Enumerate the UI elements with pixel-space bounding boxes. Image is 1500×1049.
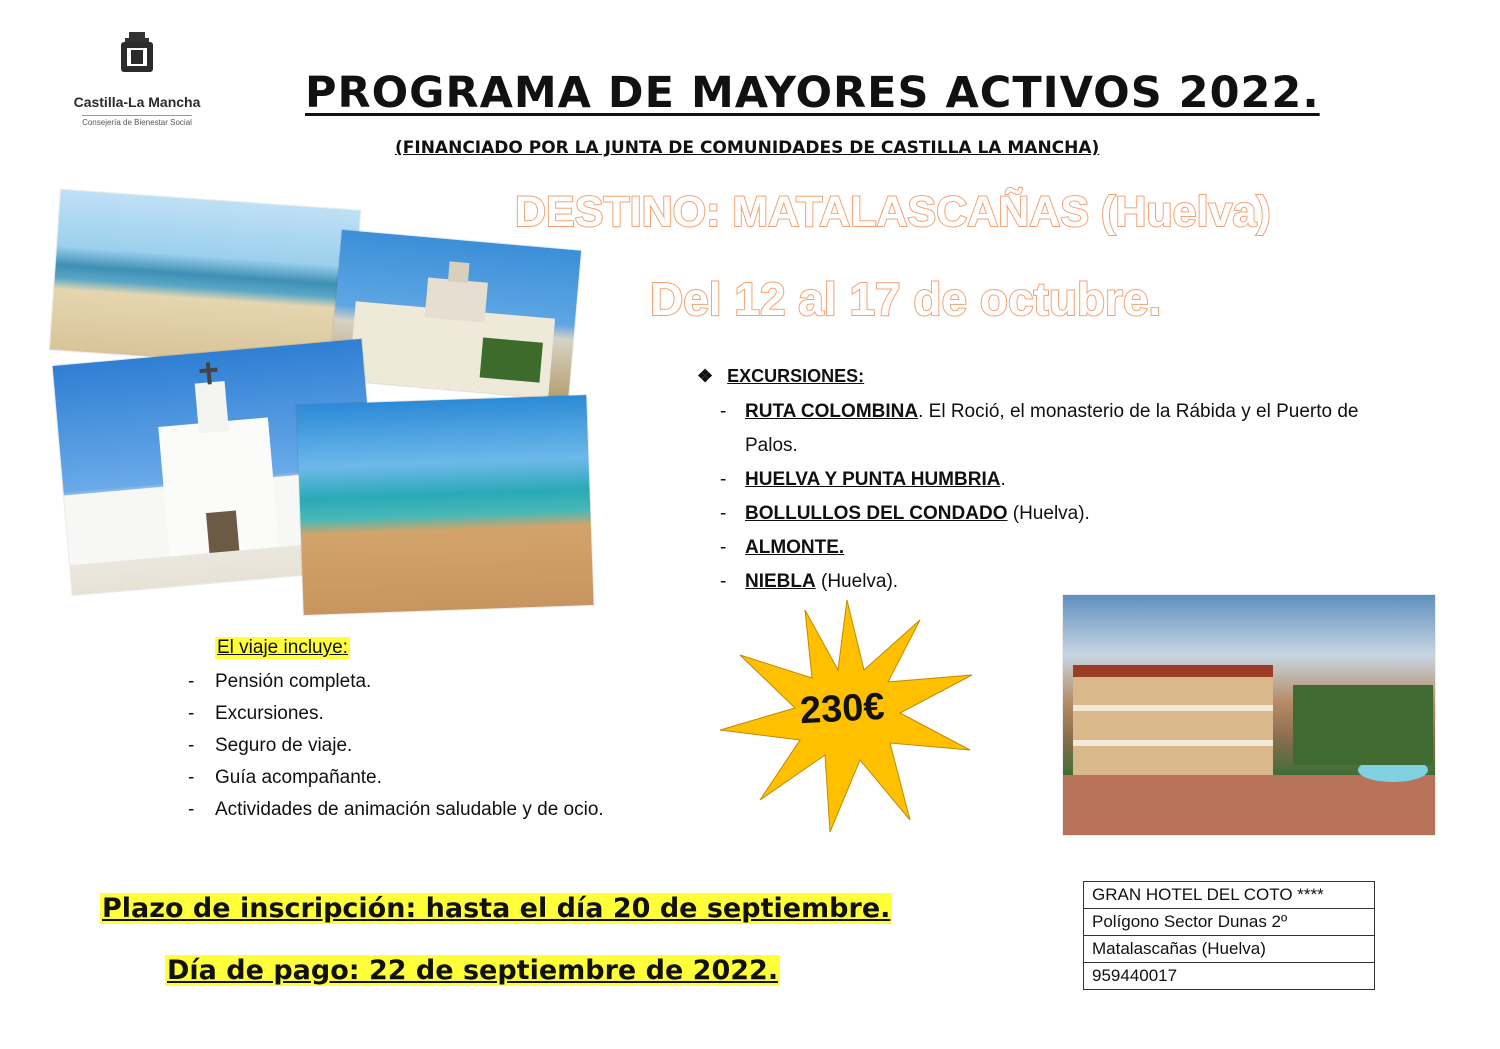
list-item: - Seguro de viaje.	[188, 735, 353, 756]
hotel-name: GRAN HOTEL DEL COTO ****	[1084, 882, 1375, 909]
hotel-address: Polígono Sector Dunas 2º	[1084, 909, 1375, 936]
list-item: - Guía acompañante.	[188, 767, 382, 788]
excursions-list	[720, 395, 1380, 599]
monastery-illustration	[329, 230, 581, 400]
payment-date: Día de pago: 22 de septiembre de 2022.	[167, 955, 779, 986]
list-item: - Pensión completa.	[188, 671, 372, 692]
logo-name: Castilla-La Mancha	[73, 94, 201, 110]
diamond-bullet-icon: ❖	[697, 366, 714, 386]
table-row	[1084, 963, 1375, 990]
excursions-label: EXCURSIONES:	[727, 366, 865, 386]
list-item: - BOLLULLOS DEL CONDADO (Huelva).	[720, 503, 1090, 524]
includes-heading: El viaje incluye:	[217, 637, 348, 658]
list-item: - RUTA COLOMBINA. El Roció, el monasterio de la Rábida y el Puerto de Palos.	[720, 401, 1359, 456]
registration-deadline: Plazo de inscripción: hasta el día 20 de septiembre.	[102, 893, 891, 924]
list-item: - ALMONTE.	[720, 537, 845, 558]
beach-photo-2	[296, 395, 593, 615]
price-label: 230€	[798, 685, 886, 733]
list-item: - HUELVA Y PUNTA HUMBRIA.	[720, 469, 1006, 490]
destination-heading: DESTINO: MATALASCAÑAS (Huelva)	[515, 188, 1271, 236]
excursions-heading	[697, 366, 864, 387]
table-row	[1084, 936, 1375, 963]
hotel-phone: 959440017	[1084, 963, 1375, 990]
castilla-la-mancha-logo	[62, 30, 212, 130]
list-item: - Actividades de animación saludable y de ocio.	[188, 799, 604, 820]
logo-subtitle: Consejería de Bienestar Social	[82, 115, 192, 127]
table-row	[1084, 882, 1375, 909]
hotel-photo	[1063, 595, 1435, 835]
hotel-illustration	[1063, 595, 1435, 835]
hotel-info-table	[1083, 881, 1375, 990]
includes-list	[188, 666, 604, 826]
page-title: PROGRAMA DE MAYORES ACTIVOS 2022.	[305, 68, 1320, 118]
page-subtitle: (FINANCIADO POR LA JUNTA DE COMUNIDADES DE CASTILLA LA MANCHA)	[395, 138, 1100, 158]
dates-heading: Del 12 al 17 de octubre.	[650, 273, 1162, 325]
table-row	[1084, 909, 1375, 936]
list-item: - NIEBLA (Huelva).	[720, 571, 899, 592]
hotel-city: Matalascañas (Huelva)	[1084, 936, 1375, 963]
crest-icon	[117, 30, 157, 78]
list-item: - Excursiones.	[188, 703, 324, 724]
monastery-photo	[329, 230, 581, 400]
